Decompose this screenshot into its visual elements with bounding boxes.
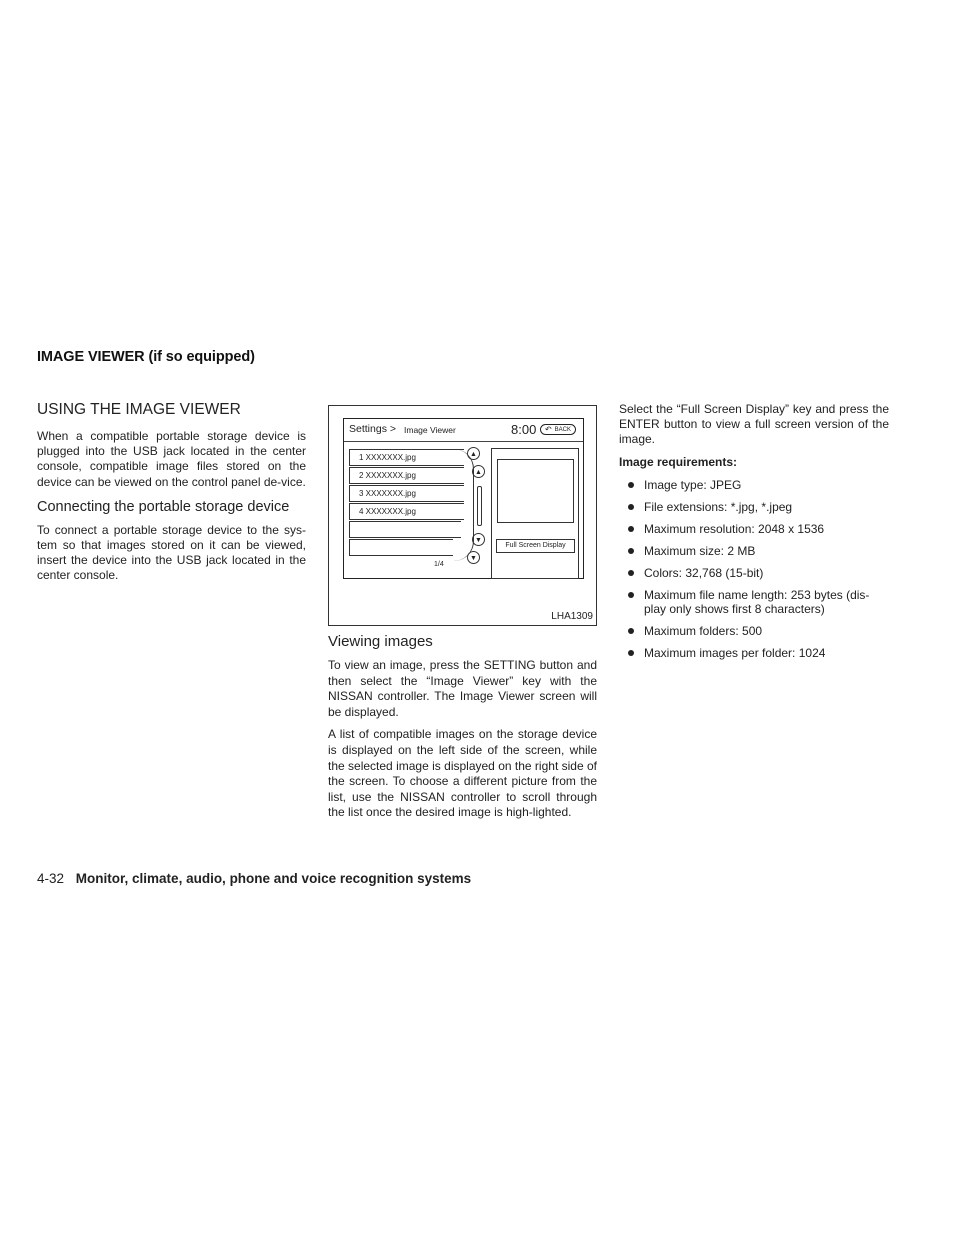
- full-screen-paragraph: Select the “Full Screen Display” key and press the ENTER button to view a full screen version of the image.: [619, 402, 889, 447]
- bullet-icon: [628, 482, 634, 488]
- column-1: [37, 401, 306, 584]
- clock: 8:00: [511, 422, 537, 437]
- up-arrow-icon: ▲: [470, 451, 477, 458]
- page-footer: [37, 871, 471, 886]
- requirement-text: Maximum images per folder: 1024: [644, 646, 826, 661]
- requirement-text: Colors: 32,768 (15-bit): [644, 565, 764, 580]
- up-arrow-icon: ▲: [475, 469, 482, 476]
- column-2: [328, 633, 597, 821]
- requirement-text: Maximum size: 2 MB: [644, 543, 756, 558]
- bullet-icon: [628, 548, 634, 554]
- list-item: [619, 646, 889, 661]
- list-item: [619, 522, 889, 537]
- bullet-icon: [628, 592, 634, 598]
- scroll-down-button[interactable]: [472, 533, 485, 546]
- list-item: [619, 566, 889, 581]
- list-item[interactable]: 1 XXXXXXX.jpg: [349, 449, 464, 466]
- image-preview: [497, 459, 574, 523]
- bullet-icon: [628, 650, 634, 656]
- bullet-icon: [628, 526, 634, 532]
- list-item[interactable]: 3 XXXXXXX.jpg: [349, 485, 464, 502]
- column-3: [619, 402, 889, 668]
- requirement-text: Maximum file name length: 253 bytes (dis-play only shows first 8 characters): [644, 587, 870, 617]
- viewing-paragraph-1: To view an image, press the SETTING button and then select the “Image Viewer” key with the NISSAN controller. The Image Viewer screen will be displayed.: [328, 658, 597, 719]
- bullet-icon: [628, 628, 634, 634]
- list-item: [619, 544, 889, 559]
- requirement-text: Image type: JPEG: [644, 477, 742, 492]
- scroll-bottom-button[interactable]: [467, 551, 480, 564]
- requirement-text: File extensions: *.jpg, *.jpeg: [644, 499, 793, 514]
- scrollbar[interactable]: [477, 486, 482, 526]
- down-arrow-icon: ▼: [470, 555, 477, 562]
- scroll-up-button[interactable]: [472, 465, 485, 478]
- list-item: [619, 500, 889, 515]
- list-item: [619, 588, 889, 617]
- bullet-icon: [628, 504, 634, 510]
- page-counter: 1/4: [434, 561, 444, 568]
- heading-viewing-images: Viewing images: [328, 633, 433, 650]
- viewing-paragraph-2: A list of compatible images on the storage device is displayed on the left side of the screen, while the selected image is displayed on the right side of the screen. To choose a different picture from the list, use the NISSAN controller to scroll through the list once the desired image is high-lighted.: [328, 727, 597, 820]
- list-item[interactable]: 2 XXXXXXX.jpg: [349, 467, 464, 484]
- breadcrumb-settings: Settings >: [349, 423, 396, 435]
- bullet-icon: [628, 570, 634, 576]
- list-item-empty: [349, 539, 453, 556]
- list-item[interactable]: 4 XXXXXXX.jpg: [349, 503, 464, 520]
- scroll-top-button[interactable]: [467, 447, 480, 460]
- chapter-title: Monitor, climate, audio, phone and voice recognition systems: [75, 871, 472, 886]
- list-item: [619, 478, 889, 493]
- list-item-empty: [349, 521, 461, 538]
- preview-panel: [491, 448, 579, 579]
- figure-id: LHA1309: [551, 611, 593, 622]
- screen-header: [344, 419, 583, 442]
- list-item: [619, 624, 889, 639]
- image-viewer-figure: [328, 405, 597, 626]
- display-screen: [343, 418, 584, 579]
- full-screen-display-button[interactable]: Full Screen Display: [496, 539, 575, 553]
- page-number: 4-32: [37, 871, 65, 886]
- back-arrow-icon: ↶: [545, 425, 552, 434]
- back-button-label: BACK: [554, 427, 571, 433]
- heading-connecting-device: Connecting the portable storage device: [37, 498, 290, 515]
- image-list: [349, 449, 467, 562]
- connect-paragraph: To connect a portable storage device to the sys-tem so that images stored on it can be viewed, insert the device into the USB jack located in the center console.: [37, 522, 306, 583]
- heading-using-image-viewer: USING THE IMAGE VIEWER: [37, 401, 241, 418]
- requirements-list: [619, 478, 889, 661]
- requirement-text: Maximum resolution: 2048 x 1536: [644, 521, 825, 536]
- down-arrow-icon: ▼: [475, 537, 482, 544]
- image-requirements-heading: Image requirements:: [619, 454, 738, 469]
- breadcrumb-image-viewer: Image Viewer: [404, 425, 456, 435]
- intro-paragraph: When a compatible portable storage device is plugged into the USB jack located in the center console, compatible image files stored on the device can be viewed on the control panel de-vice.: [37, 429, 306, 489]
- section-title: IMAGE VIEWER (if so equipped): [37, 349, 255, 365]
- requirement-text: Maximum folders: 500: [644, 624, 763, 639]
- back-button[interactable]: [540, 424, 576, 435]
